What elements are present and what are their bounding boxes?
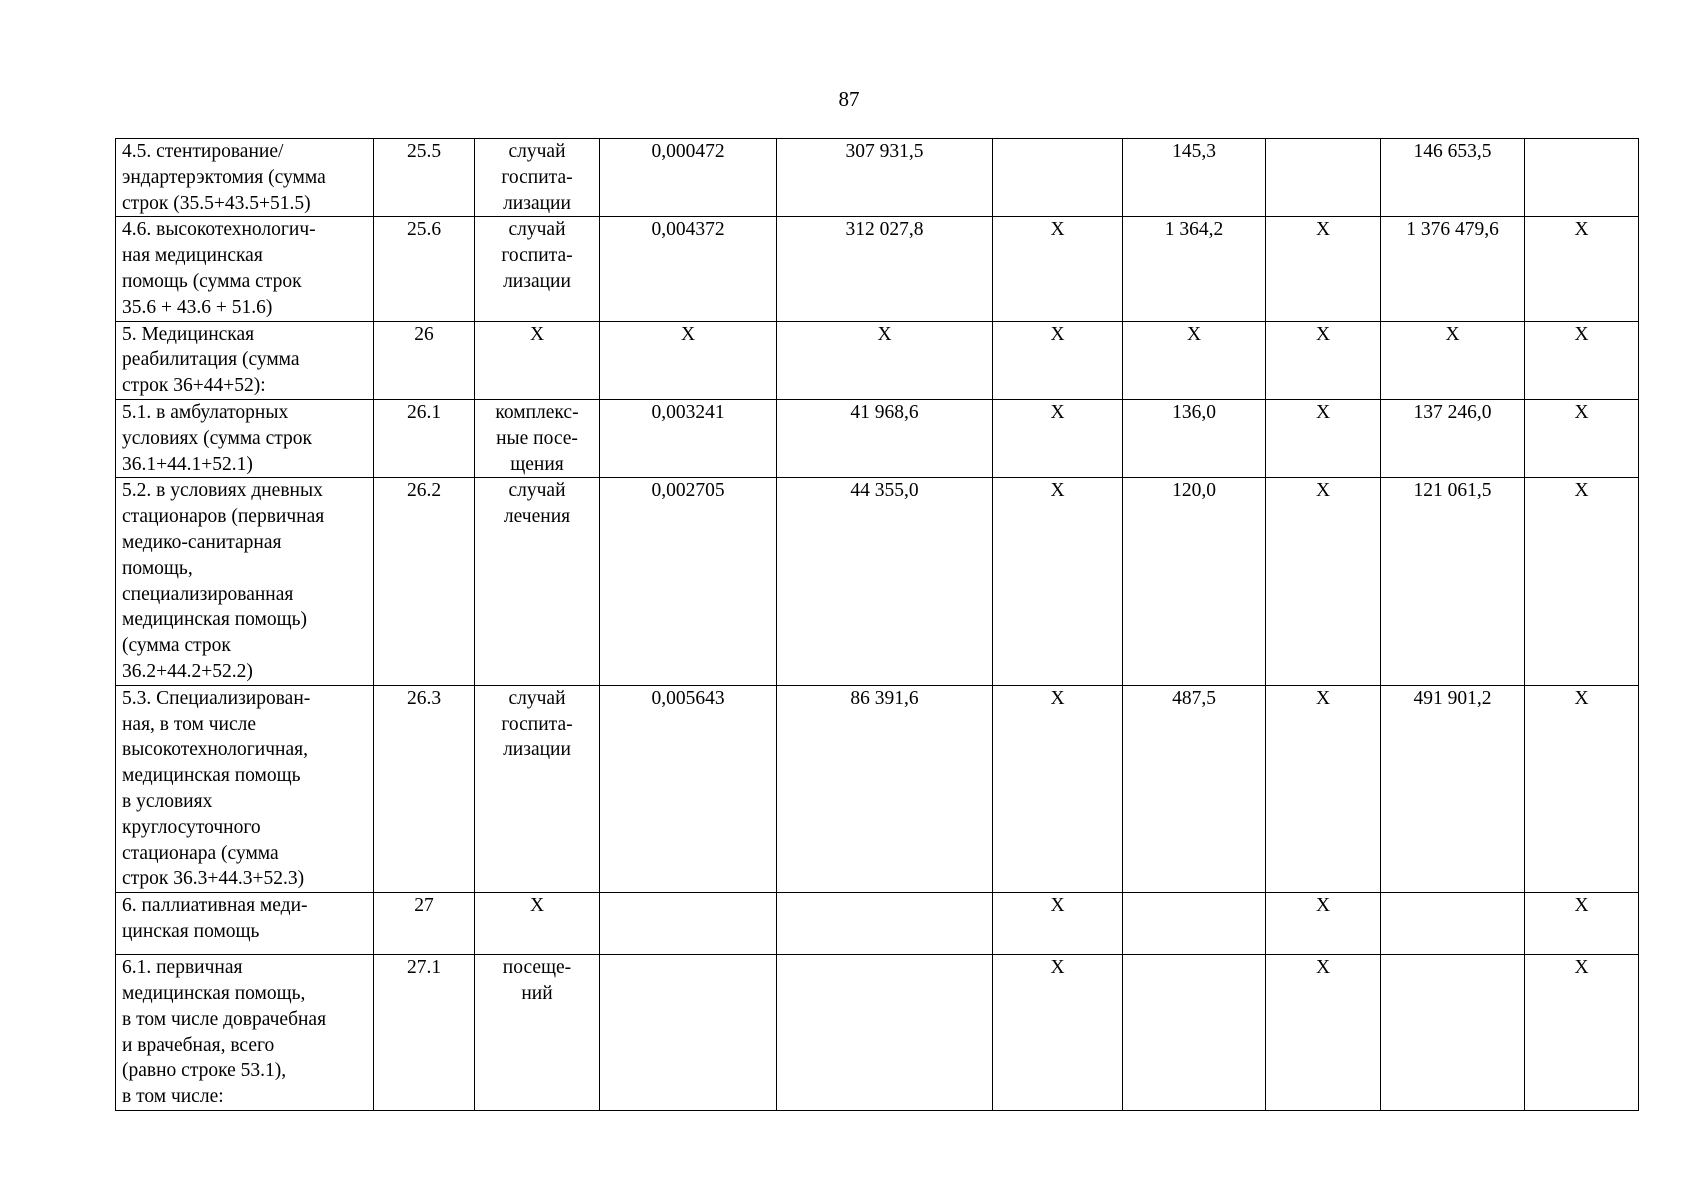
row-value-cell <box>993 139 1123 217</box>
row-name-line: 35.6 + 43.6 + 51.6) <box>122 296 273 318</box>
row-value-cell: X <box>1525 321 1639 399</box>
row-value-cell: 0,004372 <box>600 217 777 321</box>
row-value-cell: 44 355,0 <box>777 478 993 685</box>
row-name-line: ная, в том числе <box>122 713 257 735</box>
row-name-line: 6. паллиативная меди- <box>122 895 308 917</box>
row-name-line: 5.3. Специализирован- <box>122 687 311 709</box>
row-value-cell: 491 901,2 <box>1381 685 1525 892</box>
row-value-cell <box>777 893 993 955</box>
row-unit-cell <box>475 217 600 321</box>
row-value-cell: X <box>1266 321 1381 399</box>
row-value-cell: 86 391,6 <box>777 685 993 892</box>
row-unit-line: лизации <box>503 192 571 214</box>
row-name-cell <box>116 955 374 1111</box>
row-value-cell: 1 364,2 <box>1123 217 1266 321</box>
row-unit-line: комплекс- <box>495 401 579 423</box>
row-name-line: (сумма строк <box>122 635 231 657</box>
row-value-cell <box>1381 955 1525 1111</box>
row-name-line: цинская помощь <box>122 920 260 942</box>
row-unit-line: госпита- <box>501 245 573 267</box>
row-name-line: в условиях <box>122 790 213 812</box>
row-value-cell: 1 376 479,6 <box>1381 217 1525 321</box>
row-value-cell: X <box>600 321 777 399</box>
row-value-cell: 121 061,5 <box>1381 478 1525 685</box>
row-value-cell: 136,0 <box>1123 399 1266 477</box>
row-value-cell: X <box>993 321 1123 399</box>
row-name-line: медицинская помощь, <box>122 982 306 1004</box>
row-unit-line: лизации <box>503 739 571 761</box>
row-unit-line: X <box>529 895 545 917</box>
row-value-cell: 312 027,8 <box>777 217 993 321</box>
row-value-cell: 0,002705 <box>600 478 777 685</box>
page-number: 87 <box>838 87 860 111</box>
row-unit-line: щения <box>510 453 564 475</box>
row-unit-cell <box>475 139 600 217</box>
row-name-line: условиях (сумма строк <box>122 427 312 449</box>
row-value-cell: X <box>993 685 1123 892</box>
row-value-cell: 487,5 <box>1123 685 1266 892</box>
row-value-cell: X <box>777 321 993 399</box>
row-code-cell: 27 <box>374 893 475 955</box>
row-unit-cell <box>475 321 600 399</box>
row-code-cell: 26.3 <box>374 685 475 892</box>
row-name-line: стационара (сумма <box>122 842 279 864</box>
row-name-line: помощь (сумма строк <box>122 270 302 292</box>
row-code-cell: 27.1 <box>374 955 475 1111</box>
row-name-line: 4.6. высокотехнологич- <box>122 219 316 241</box>
row-name-line: 36.2+44.2+52.2) <box>122 660 253 682</box>
row-name-line: медицинская помощь) <box>122 609 308 631</box>
table-row <box>116 139 1639 217</box>
table-row <box>116 478 1639 685</box>
row-name-line: реабилитация (сумма <box>122 349 300 371</box>
row-unit-line: случай <box>508 480 566 502</box>
row-value-cell: X <box>1266 893 1381 955</box>
row-value-cell: X <box>1525 955 1639 1111</box>
row-name-line: 5.2. в условиях дневных <box>122 480 323 502</box>
row-name-line: ная медицинская <box>122 245 263 267</box>
row-value-cell: 120,0 <box>1123 478 1266 685</box>
row-name-line: 5.1. в амбулаторных <box>122 401 289 423</box>
row-name-line: в том числе доврачебная <box>122 1008 327 1030</box>
row-unit-line: госпита- <box>501 166 573 188</box>
row-unit-line: X <box>529 323 545 345</box>
table-row <box>116 955 1639 1111</box>
row-value-cell: 0,003241 <box>600 399 777 477</box>
row-name-cell <box>116 321 374 399</box>
row-name-line: строк 36.3+44.3+52.3) <box>122 868 305 890</box>
row-value-cell: 307 931,5 <box>777 139 993 217</box>
row-name-line: стационаров (первичная <box>122 506 325 528</box>
row-unit-cell <box>475 478 600 685</box>
row-name-cell <box>116 217 374 321</box>
row-value-cell <box>1266 139 1381 217</box>
row-unit-line: ний <box>521 982 553 1004</box>
row-value-cell: X <box>1123 321 1266 399</box>
table-row <box>116 893 1639 955</box>
row-name-line: (равно строке 53.1), <box>122 1060 287 1082</box>
table-row <box>116 399 1639 477</box>
row-code-cell: 26.2 <box>374 478 475 685</box>
row-name-line: и врачебная, всего <box>122 1034 275 1056</box>
row-name-line: 6.1. первичная <box>122 957 243 979</box>
table-row <box>116 685 1639 892</box>
row-value-cell: 41 968,6 <box>777 399 993 477</box>
row-name-cell <box>116 893 374 955</box>
row-value-cell: X <box>1525 893 1639 955</box>
row-value-cell <box>777 955 993 1111</box>
row-name-line: 36.1+44.1+52.1) <box>122 453 253 475</box>
row-unit-cell <box>475 893 600 955</box>
row-name-line: 5. Медицинская <box>122 323 255 345</box>
row-value-cell: X <box>1266 217 1381 321</box>
row-unit-line: случай <box>508 141 566 162</box>
row-value-cell: X <box>993 893 1123 955</box>
row-name-line: медицинская помощь <box>122 765 301 787</box>
row-name-cell <box>116 139 374 217</box>
row-name-line: высокотехнологичная, <box>122 739 308 761</box>
row-value-cell: 0,000472 <box>600 139 777 217</box>
row-name-line: эндартерэктомия (сумма <box>122 166 326 188</box>
row-value-cell <box>1123 893 1266 955</box>
row-unit-line: госпита- <box>501 713 573 735</box>
row-unit-cell <box>475 399 600 477</box>
row-name-line: круглосуточного <box>122 816 261 838</box>
row-code-cell: 26.1 <box>374 399 475 477</box>
table-row <box>116 217 1639 321</box>
row-unit-line: лизации <box>503 270 571 292</box>
row-value-cell: X <box>1525 478 1639 685</box>
row-code-cell: 26 <box>374 321 475 399</box>
row-code-cell: 25.5 <box>374 139 475 217</box>
row-unit-cell <box>475 685 600 892</box>
row-value-cell: 0,005643 <box>600 685 777 892</box>
table-body <box>116 139 1639 1111</box>
row-name-line: 4.5. стентирование/ <box>122 141 284 162</box>
row-value-cell: 137 246,0 <box>1381 399 1525 477</box>
row-value-cell <box>1123 955 1266 1111</box>
row-unit-line: посеще- <box>502 957 572 979</box>
row-value-cell <box>1525 139 1639 217</box>
row-value-cell: X <box>1525 399 1639 477</box>
row-unit-line: лечения <box>503 506 571 528</box>
row-name-line: строк (35.5+43.5+51.5) <box>122 192 311 214</box>
row-value-cell: X <box>1381 321 1525 399</box>
row-value-cell: X <box>1266 399 1381 477</box>
row-value-cell: X <box>993 955 1123 1111</box>
row-value-cell: X <box>1525 217 1639 321</box>
row-value-cell <box>600 893 777 955</box>
row-name-cell <box>116 399 374 477</box>
data-table <box>115 138 1639 1111</box>
row-value-cell: 146 653,5 <box>1381 139 1525 217</box>
row-value-cell: X <box>1266 478 1381 685</box>
row-value-cell: X <box>993 217 1123 321</box>
row-name-line: специализированная <box>122 583 294 605</box>
row-value-cell: X <box>993 478 1123 685</box>
row-unit-cell <box>475 955 600 1111</box>
row-unit-line: случай <box>508 219 566 241</box>
row-name-cell <box>116 478 374 685</box>
row-name-cell <box>116 685 374 892</box>
row-name-line: строк 36+44+52): <box>122 375 266 397</box>
table-row <box>116 321 1639 399</box>
row-unit-line: случай <box>508 687 566 709</box>
row-value-cell: X <box>993 399 1123 477</box>
row-code-cell: 25.6 <box>374 217 475 321</box>
row-value-cell: X <box>1266 685 1381 892</box>
row-value-cell: X <box>1266 955 1381 1111</box>
row-name-line: помощь, <box>122 557 193 579</box>
row-value-cell: X <box>1525 685 1639 892</box>
row-name-line: в том числе: <box>122 1086 224 1108</box>
row-value-cell: 145,3 <box>1123 139 1266 217</box>
row-value-cell <box>600 955 777 1111</box>
row-unit-line: ные посе- <box>496 427 578 449</box>
row-value-cell <box>1381 893 1525 955</box>
row-name-line: медико-санитарная <box>122 531 282 553</box>
